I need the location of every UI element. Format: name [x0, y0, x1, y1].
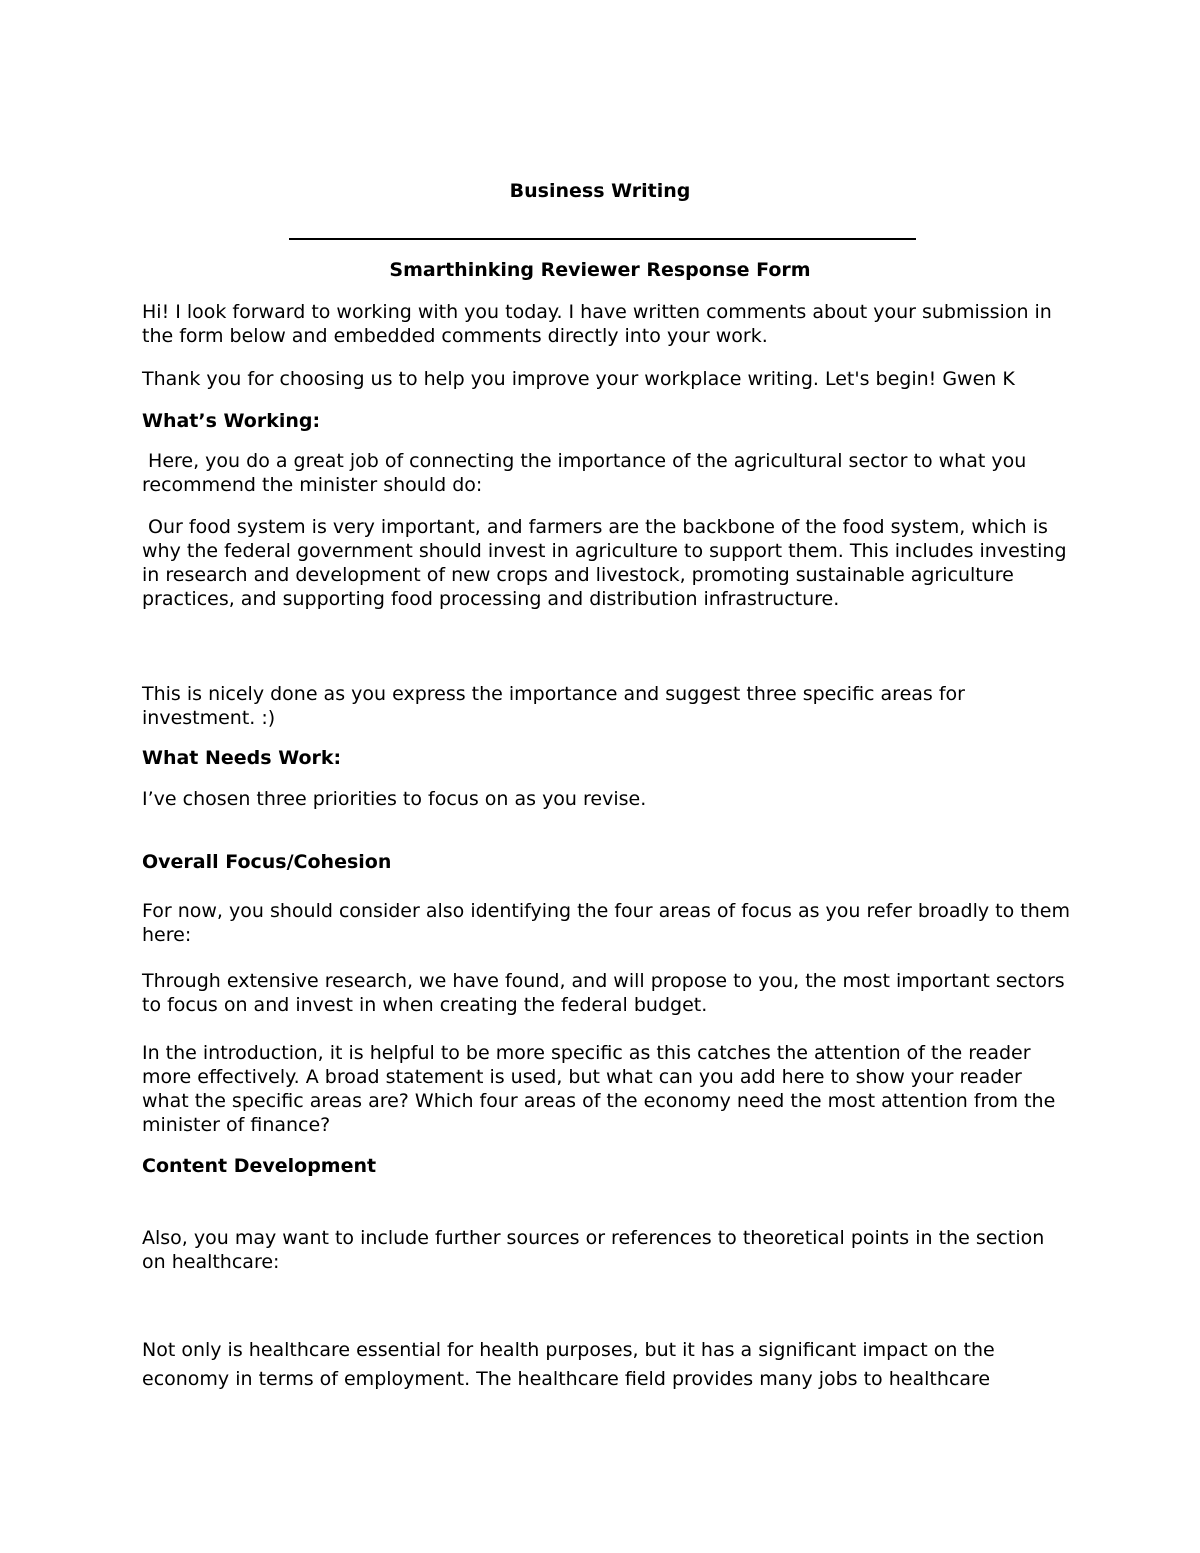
intro-paragraph-2: Thank you for choosing us to help you improve your workplace writing. Let's begin! Gwen K	[142, 368, 1015, 390]
overall-focus-quote: Through extensive research, we have found, and will propose to you, the most important sectors to focus on and invest in when creating the federal budget.	[142, 970, 1065, 1016]
whats-working-paragraph-1: Here, you do a great job of connecting the importance of the agricultural sector to what you recommend the minister should do:	[142, 450, 1033, 496]
title-divider	[289, 238, 916, 240]
what-needs-work-heading: What Needs Work:	[142, 747, 342, 769]
whats-working-heading: What’s Working:	[142, 410, 321, 432]
whats-working-quote: Our food system is very important, and farmers are the backbone of the food system, which is why the federal government should invest in agriculture to support them. This includes investing in research and development of new crops and livestock, promoting sustainable agriculture practices, and supporting food processing and distribution infrastructure.	[142, 516, 1073, 610]
content-development-paragraph-1: Also, you may want to include further sources or references to theoretical points in the section on healthcare:	[142, 1227, 1045, 1273]
overall-focus-heading: Overall Focus/Cohesion	[142, 851, 392, 873]
course-title: Business Writing	[509, 180, 691, 202]
intro-paragraph-1: Hi! I look forward to working with you today. I have written comments about your submission in the form below and embedded comments directly into your work.	[142, 301, 1052, 347]
content-development-quote: Not only is healthcare essential for health purposes, but it has a significant impact on the economy in terms of employment. The healthcare field provides many jobs to healthcare	[142, 1339, 995, 1390]
content-development-heading: Content Development	[142, 1155, 377, 1177]
what-needs-work-paragraph-1: I’ve chosen three priorities to focus on as you revise.	[142, 788, 647, 810]
overall-focus-paragraph-2: In the introduction, it is helpful to be more specific as this catches the attention of the reader more effectively. A broad statement is used, but what can you add here to show your reader what the specific areas are? Which four areas of the economy need the most attention from the minister of finance?	[142, 1042, 1056, 1136]
overall-focus-paragraph-1: For now, you should consider also identifying the four areas of focus as you refer broadly to them here:	[142, 900, 1070, 946]
form-title: Smarthinking Reviewer Response Form	[389, 259, 811, 281]
whats-working-paragraph-2: This is nicely done as you express the importance and suggest three specific areas for investment. :)	[142, 683, 965, 729]
